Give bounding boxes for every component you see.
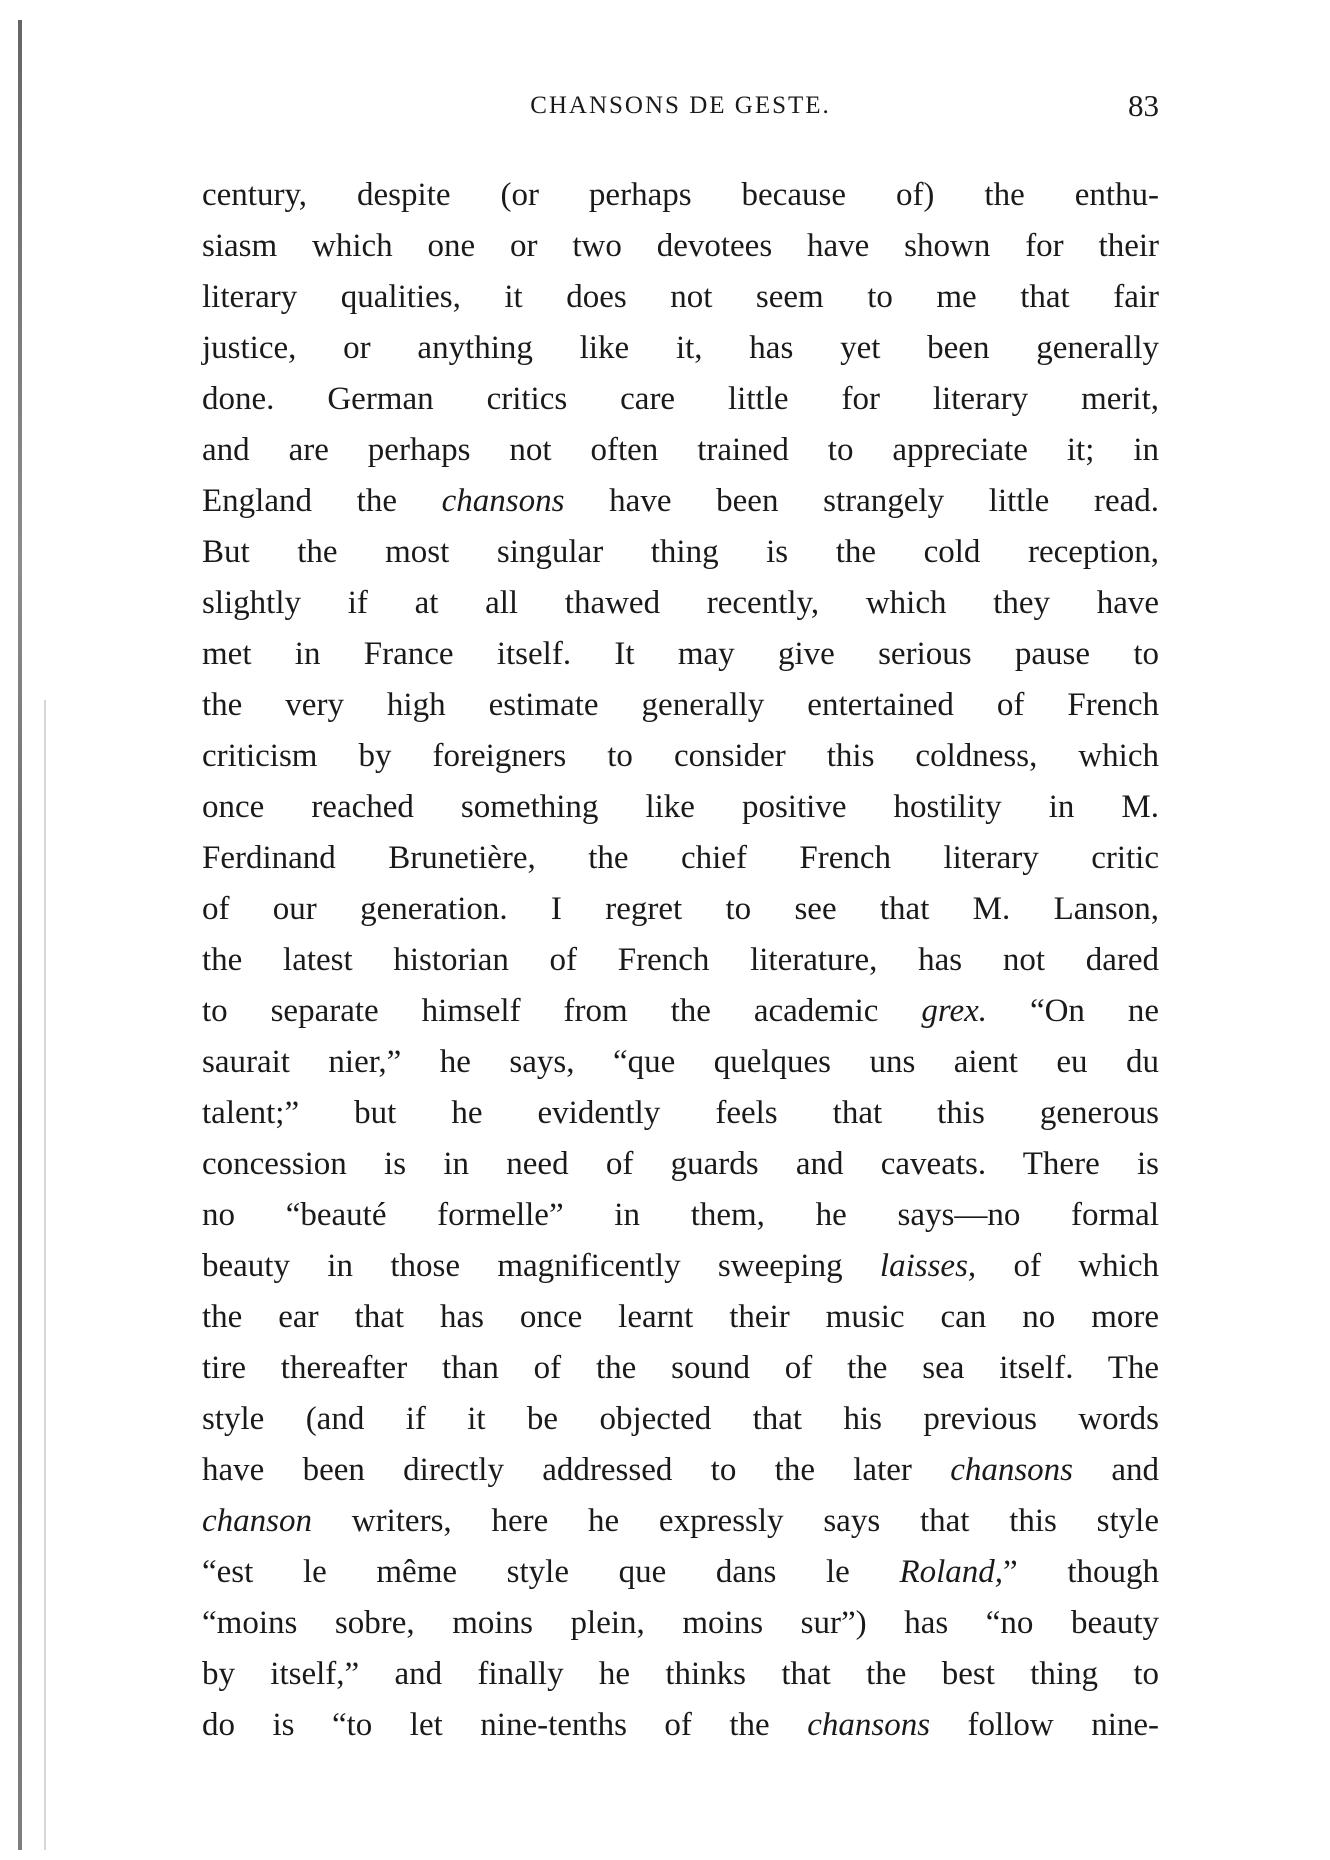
text-line <box>202 1496 1159 1547</box>
book-binding-edge <box>18 20 22 1850</box>
page-header <box>202 88 1159 132</box>
text-line <box>202 884 1159 935</box>
text-line <box>202 680 1159 731</box>
text-segment: by itself,” and finally he thinks that the best thing to <box>202 1656 1159 1692</box>
text-line <box>202 374 1159 425</box>
text-segment: But the most singular thing is the cold reception, <box>202 534 1159 570</box>
text-line <box>202 1394 1159 1445</box>
italic-text: chanson <box>202 1503 312 1539</box>
text-segment: justice, or anything like it, has yet been generally <box>202 330 1159 366</box>
text-segment: met in France itself. It may give serious pause to <box>202 636 1159 672</box>
text-line <box>202 1190 1159 1241</box>
text-line <box>202 782 1159 833</box>
text-segment: to separate himself from the academic <box>202 993 922 1029</box>
italic-text: chansons <box>807 1707 931 1743</box>
text-segment: the ear that has once learnt their music can no more <box>202 1299 1159 1335</box>
text-segment: writers, here he expressly says that this style <box>312 1503 1159 1539</box>
italic-text: grex. <box>921 993 988 1029</box>
text-segment: beauty in those magnificently sweeping <box>202 1248 880 1284</box>
text-segment: do is “to let nine-tenths of the <box>202 1707 808 1743</box>
body-text <box>202 170 1159 1751</box>
page-number: 83 <box>1128 88 1159 123</box>
text-line <box>202 1241 1159 1292</box>
text-line <box>202 731 1159 782</box>
text-line <box>202 221 1159 272</box>
text-segment: literary qualities, it does not seem to me that fair <box>202 279 1159 315</box>
text-segment: of which <box>976 1248 1159 1284</box>
text-segment: have been strangely little read. <box>564 483 1159 519</box>
text-line <box>202 170 1159 221</box>
text-segment: have been directly addressed to the later <box>202 1452 951 1488</box>
text-segment: “moins sobre, moins plein, moins sur”) has “no beauty <box>202 1605 1159 1641</box>
text-segment: siasm which one or two devotees have shown for their <box>202 228 1159 264</box>
text-line <box>202 935 1159 986</box>
text-segment: tire thereafter than of the sound of the sea itself. The <box>202 1350 1159 1386</box>
text-line <box>202 1139 1159 1190</box>
text-segment: of our generation. I regret to see that M. Lanson, <box>202 891 1159 927</box>
text-segment: ” though <box>1003 1554 1159 1590</box>
text-line <box>202 425 1159 476</box>
text-segment: done. German critics care little for literary merit, <box>202 381 1159 417</box>
text-segment: the latest historian of French literature, has not dared <box>202 942 1159 978</box>
text-line <box>202 1037 1159 1088</box>
italic-text: Roland, <box>899 1554 1004 1590</box>
text-segment: “est le même style que dans le <box>202 1554 900 1590</box>
text-segment: “On ne <box>987 993 1159 1029</box>
text-segment: saurait nier,” he says, “que quelques uns aient eu du <box>202 1044 1159 1080</box>
text-segment: the very high estimate generally entertained of French <box>202 687 1159 723</box>
italic-text: chansons <box>441 483 565 519</box>
text-segment: Ferdinand Brunetière, the chief French literary critic <box>202 840 1159 876</box>
italic-text: chansons <box>950 1452 1074 1488</box>
text-segment: criticism by foreigners to consider this coldness, which <box>202 738 1159 774</box>
text-line <box>202 1343 1159 1394</box>
text-segment: slightly if at all thawed recently, which they have <box>202 585 1159 621</box>
text-segment: once reached something like positive hostility in M. <box>202 789 1159 825</box>
text-line <box>202 1292 1159 1343</box>
text-line <box>202 1547 1159 1598</box>
text-line <box>202 1088 1159 1139</box>
text-segment: century, despite (or perhaps because of) the enthu- <box>202 177 1159 213</box>
text-line <box>202 578 1159 629</box>
text-segment: concession is in need of guards and caveats. There is <box>202 1146 1159 1182</box>
text-line <box>202 527 1159 578</box>
text-line <box>202 986 1159 1037</box>
scan-shadow <box>44 700 46 1850</box>
text-line <box>202 1700 1159 1751</box>
text-segment: talent;” but he evidently feels that this generous <box>202 1095 1159 1131</box>
text-segment: England the <box>202 483 442 519</box>
text-line <box>202 833 1159 884</box>
text-segment: follow nine- <box>930 1707 1159 1743</box>
text-line <box>202 629 1159 680</box>
text-line <box>202 1598 1159 1649</box>
italic-text: laisses, <box>879 1248 977 1284</box>
text-line <box>202 323 1159 374</box>
text-segment: no “beauté formelle” in them, he says—no formal <box>202 1197 1159 1233</box>
text-segment: and are perhaps not often trained to appreciate it; in <box>202 432 1159 468</box>
text-line <box>202 476 1159 527</box>
text-line <box>202 1649 1159 1700</box>
text-line <box>202 1445 1159 1496</box>
running-title: CHANSONS DE GESTE. <box>530 92 831 119</box>
text-segment: style (and if it be objected that his previous words <box>202 1401 1159 1437</box>
text-line <box>202 272 1159 323</box>
text-segment: and <box>1073 1452 1159 1488</box>
